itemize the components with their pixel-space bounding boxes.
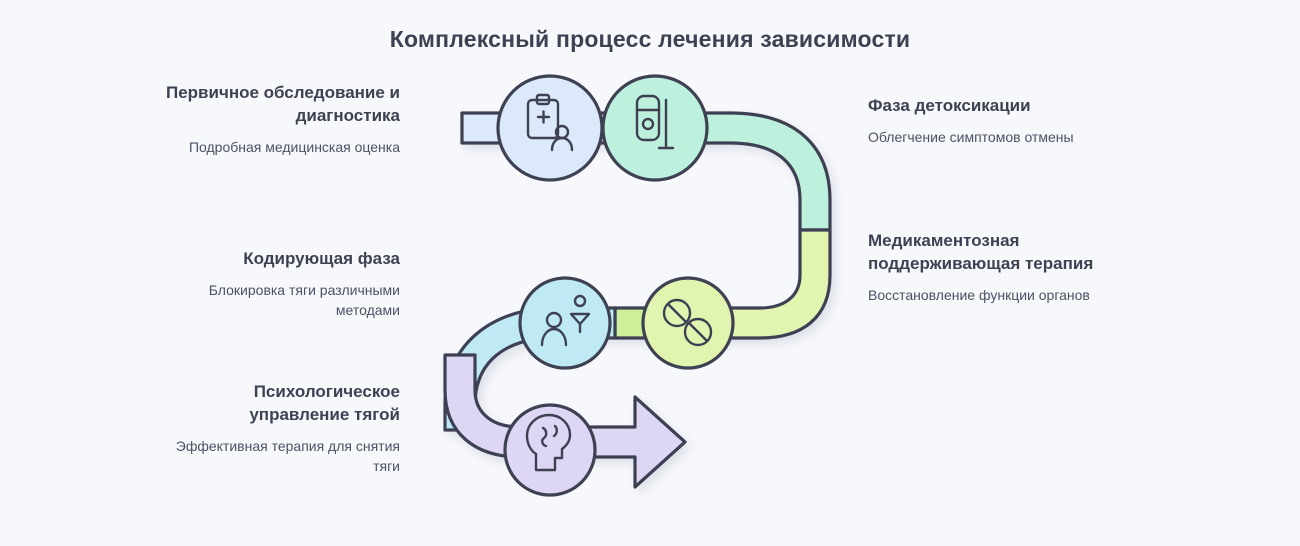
step-description: Облегчение симптомов отмены [868, 128, 1074, 145]
step-description: Подробная медицинская оценка [188, 138, 400, 155]
process-flow-diagram [430, 70, 870, 510]
step-label-detox [868, 95, 1118, 147]
node-assessment[interactable] [498, 76, 602, 180]
node-detox[interactable] [603, 76, 707, 180]
page-title: Комплексный процесс лечения зависимости [389, 26, 911, 52]
step-label-psych [150, 381, 400, 476]
step-label-assessment [150, 82, 400, 157]
step-title: Фаза детоксикации [868, 96, 1031, 115]
node-coding[interactable] [520, 278, 610, 368]
step-title: Психологическое управление тягой [249, 382, 400, 424]
step-title: Первичное обследование и диагностика [165, 83, 400, 125]
step-description: Эффективная терапия для снятия тяги [175, 437, 400, 475]
step-title: Кодирующая фаза [243, 249, 400, 268]
step-description: Блокировка тяги различными методами [208, 281, 400, 319]
step-label-coding [150, 248, 400, 321]
node-psych[interactable] [505, 405, 595, 495]
step-description: Восстановление функции органов [868, 286, 1090, 303]
step-title: Медикаментозная поддерживающая терапия [868, 231, 1094, 273]
node-medication[interactable] [643, 278, 733, 368]
step-label-medication [868, 230, 1118, 305]
